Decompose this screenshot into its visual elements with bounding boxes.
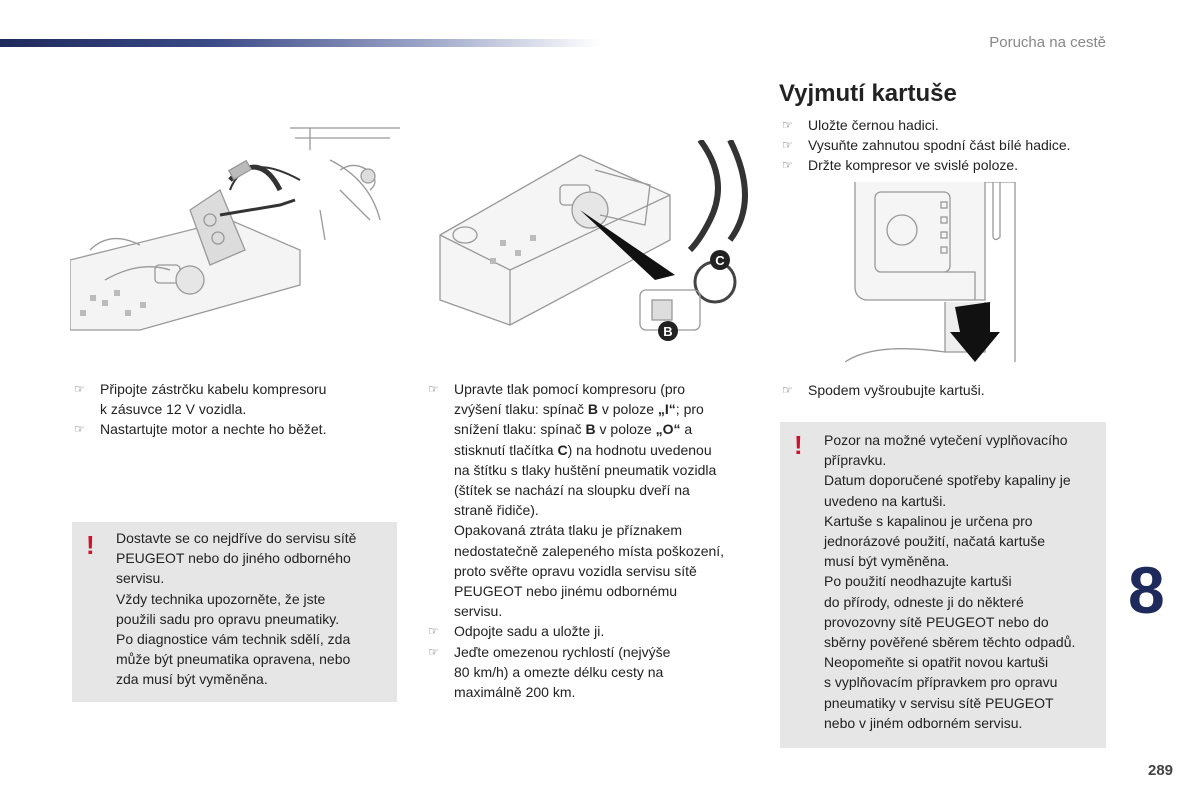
list-item: ☞ Upravte tlak pomocí kompresoru (pro zvýšení tlaku: spínač B v poloze „I“; pro snížení tlaku: spínač B v poloze „O“ a stisknutí tlačítka C) na hodnotu uvedenou na štítku s tlaky huštění pneumatik vozidla (štítek se nachází na sloupku dveří na straně řidiče). Opakovaná ztráta tlaku je příznakem nedostatečně zalepeného místa poškození, proto svěřte opravu vozidla servisu sítě PEUGEOT nebo jinému odbornému servisu. [428, 381, 725, 620]
unscrew-step-list [780, 380, 1170, 400]
pointing-hand-icon: ☞ [782, 383, 793, 397]
pointing-hand-icon: ☞ [428, 644, 439, 659]
exclamation-icon: ! [794, 430, 803, 460]
connect-steps-list [72, 379, 402, 440]
service-warning-box: ! Dostavte se co nejdříve do servisu sítě PEUGEOT nebo do jiného odborného servisu. Vždy technika upozorněte, že jste použili sadu pro opravu pneumatiky. Po diagnostice vám technik sdělí, zda může být pneumatika opravena, nebo zda musí být vyměněna. [72, 522, 397, 702]
compressor-plug-illustration [70, 120, 400, 345]
list-item: ☞ Připojte zástrčku kabelu kompresoru k zásuvce 12 V vozidla. [74, 381, 327, 418]
pressure-steps-list [426, 379, 766, 702]
list-item: ☞ Spodem vyšroubujte kartuši. [780, 380, 1170, 400]
pointing-hand-icon: ☞ [782, 118, 793, 132]
list-item: ☞ Držte kompresor ve svislé poloze. [780, 155, 1170, 175]
exclamation-icon: ! [86, 530, 95, 560]
list-item: ☞ Nastartujte motor a nechte ho běžet. [72, 419, 402, 439]
list-item: ☞ Vysuňte zahnutou spodní část bílé hadice. [780, 135, 1170, 155]
pointing-hand-icon: ☞ [74, 422, 85, 437]
pointing-hand-icon: ☞ [428, 624, 439, 639]
pointing-hand-icon: ☞ [428, 382, 439, 396]
compressor-switch-illustration [430, 140, 760, 350]
chapter-number: 8 [1128, 553, 1165, 627]
cartridge-removal-illustration [845, 182, 1030, 372]
list-item: ☞ Jeďte omezenou rychlostí (nejvýše 80 km/h) a omezte délku cesty na maximálně 200 km. [428, 643, 671, 701]
switch-b-label: B [663, 324, 673, 339]
button-c-label: C [715, 253, 725, 268]
page-number: 289 [1148, 762, 1174, 779]
list-item: ☞ Odpojte sadu a uložte ji. [426, 621, 766, 641]
pointing-hand-icon: ☞ [782, 158, 793, 173]
cartridge-steps-list [780, 115, 1170, 176]
section-heading: Vyjmutí kartuše [779, 80, 957, 107]
pointing-hand-icon: ☞ [74, 382, 85, 396]
list-item: ☞ Uložte černou hadici. [780, 115, 1170, 135]
header-accent-bar [0, 39, 600, 47]
pointing-hand-icon: ☞ [782, 138, 793, 153]
cartridge-warning-box: ! Pozor na možné vytečení vyplňovacího přípravku. Datum doporučené spotřeby kapaliny je uvedeno na kartuši. Kartuše s kapalinou je určena pro jednorázové použití, načatá kartuše musí být vyměněna. Po použití neodhazujte kartuši do přírody, odneste ji do některé provozovny sítě PEUGEOT nebo do sběrny pověřené sběrem těchto odpadů. Neopomeňte si opatřit novou kartuši s vyplňovacím přípravkem pro opravu pneumatiky v servisu sítě PEUGEOT nebo v jiném odborném servisu. [780, 422, 1106, 748]
section-title: Porucha na cestě [989, 34, 1106, 51]
